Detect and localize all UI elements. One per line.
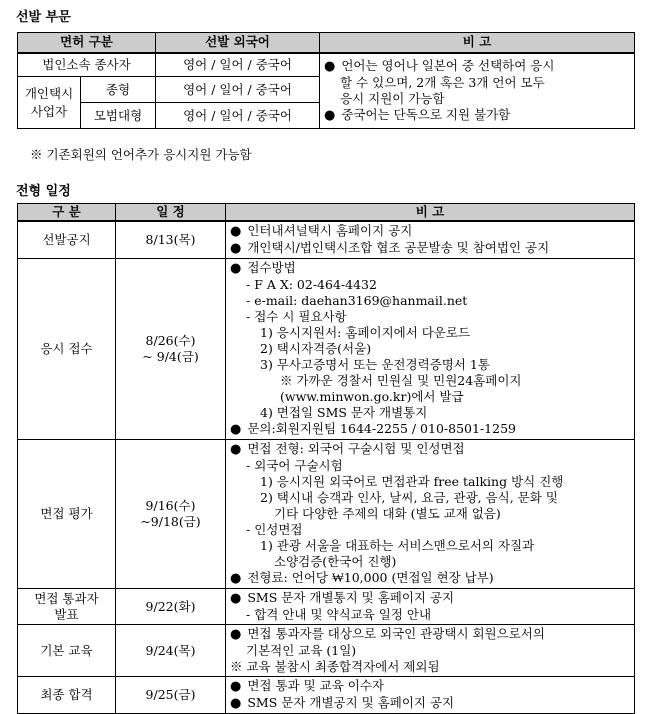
remark-line: 기타 다양한 주제의 대화 (별도 교재 없음) (274, 506, 501, 521)
remark-line: - 외국어 구술시험 (246, 458, 343, 473)
schedule-category: 면접 통과자 발표 (18, 589, 116, 625)
remark-line: 2) 택시자격증(서울) (260, 341, 372, 356)
schedule-table (17, 203, 635, 714)
remark-line: 응시 지원이 가능함 (340, 90, 445, 106)
section2-title: 전형 일정 (16, 184, 71, 199)
row-corporate-lang: 영어 / 일어 / 중국어 (156, 53, 320, 77)
schedule-date: 9/24(목) (116, 625, 226, 677)
schedule-category: 기본 교육 (18, 625, 116, 677)
row-private-lang2: 영어 / 일어 / 중국어 (156, 103, 320, 129)
remark-line: ● 언어는 영어나 일본어 중 선택하여 응시 (324, 58, 630, 75)
header-remarks: 비 고 (320, 33, 635, 53)
remark-line: 4) 면접일 SMS 문자 개별통지 (260, 405, 428, 420)
remark-line: - 합격 안내 및 약식교육 일정 안내 (246, 607, 432, 622)
schedule-row (18, 440, 635, 589)
remark-line: 3) 무사고증명서 또는 운전경력증명서 1통 (260, 357, 490, 372)
remark-line: 2) 택시내 승객과 인사, 날씨, 요금, 관광, 음식, 문화 및 (260, 490, 558, 505)
remark-line: ● 면접 통과 및 교육 이수자 (230, 678, 630, 695)
remark-line: ● 개인택시/법인택시조합 협조 공문발송 및 참여법인 공지 (230, 240, 630, 257)
schedule-category: 면접 평가 (18, 440, 116, 589)
remark-line: - 인성면접 (246, 522, 303, 537)
row-private-lang1: 영어 / 일어 / 중국어 (156, 77, 320, 103)
remark-line: ● 중국어는 단독으로 지원 불가함 (324, 107, 630, 124)
remark-line: ● 전형료: 언어당 ₩10,000 (면접일 현장 납부) (230, 570, 630, 587)
schedule-remarks (226, 677, 635, 714)
row-private-sub1: 종형 (81, 77, 156, 103)
remark-line: 할 수 있으며, 2개 혹은 3개 언어 모두 (340, 74, 545, 90)
schedule-remarks (226, 440, 635, 589)
section1-title: 선발 부문 (16, 10, 71, 25)
schedule-remarks (226, 259, 635, 440)
remark-line: ※ 가까운 경찰서 민원실 및 민원24홈페이지 (280, 373, 522, 388)
selection-table (17, 32, 635, 129)
remark-line: - F A X: 02-464-4432 (246, 277, 377, 292)
remark-line: - e-mail: daehan3169@hanmail.net (246, 293, 468, 308)
schedule-row (18, 625, 635, 677)
member-note: ※ 기존회원의 언어추가 응시지원 가능함 (30, 147, 252, 162)
schedule-row (18, 259, 635, 440)
remark-line: ● SMS 문자 개별공지 및 홈페이지 공지 (230, 695, 630, 712)
schedule-date: 8/13(목) (116, 221, 226, 259)
header-remarks2: 비 고 (226, 204, 635, 222)
remark-line: ※ 교육 불참시 최종합격자에서 제외됨 (230, 659, 440, 674)
schedule-remarks (226, 625, 635, 677)
header-category: 구 분 (18, 204, 116, 222)
schedule-row (18, 677, 635, 714)
schedule-category: 선발공지 (18, 221, 116, 259)
remark-line: 1) 관광 서울을 대표하는 서비스맨으로서의 자질과 (260, 538, 535, 553)
row-private-sub2: 모범대형 (81, 103, 156, 129)
schedule-row (18, 589, 635, 625)
remark-line: ● 접수방법 (230, 260, 630, 277)
remark-line: (www.minwon.go.kr)에서 발급 (280, 389, 464, 404)
row-corporate-label: 법인소속 종사자 (18, 53, 156, 77)
remark-line: ● 면접 통과자를 대상으로 외국인 관광택시 회원으로서의 (230, 626, 630, 643)
header-date: 일 정 (116, 204, 226, 222)
schedule-category: 응시 접수 (18, 259, 116, 440)
remark-line: ● SMS 문자 개별통지 및 홈페이지 공지 (230, 590, 630, 607)
remark-line: ● 문의:회원지원팀 1644-2255 / 010-8501-1259 (230, 421, 630, 438)
header-license: 면허 구분 (18, 33, 156, 53)
schedule-date: 9/25(금) (116, 677, 226, 714)
remark-line: ● 면접 전형: 외국어 구술시험 및 인성면접 (230, 441, 630, 458)
schedule-row (18, 221, 635, 259)
remark-line: 소양검증(한국어 진행) (274, 554, 397, 569)
remark-line: - 접수 시 필요사항 (246, 309, 347, 324)
schedule-category: 최종 합격 (18, 677, 116, 714)
schedule-date: 9/22(화) (116, 589, 226, 625)
remark-line: 1) 응시지원 외국어로 면접관과 free talking 방식 진행 (260, 474, 564, 489)
remark-line: 1) 응시지원서: 홈페이지에서 다운로드 (260, 325, 471, 340)
selection-remarks (320, 53, 635, 129)
schedule-date: 9/16(수) ~9/18(금) (116, 440, 226, 589)
header-language: 선발 외국어 (156, 33, 320, 53)
remark-line: 기본적인 교육 (1일) (246, 643, 357, 658)
private-label-text: 개인택시 사업자 (24, 85, 74, 119)
row-private-label (18, 77, 81, 129)
remark-line: ● 인터내셔널택시 홈페이지 공지 (230, 223, 630, 240)
schedule-date: 8/26(수) ~ 9/4(금) (116, 259, 226, 440)
schedule-remarks (226, 589, 635, 625)
schedule-remarks (226, 221, 635, 259)
